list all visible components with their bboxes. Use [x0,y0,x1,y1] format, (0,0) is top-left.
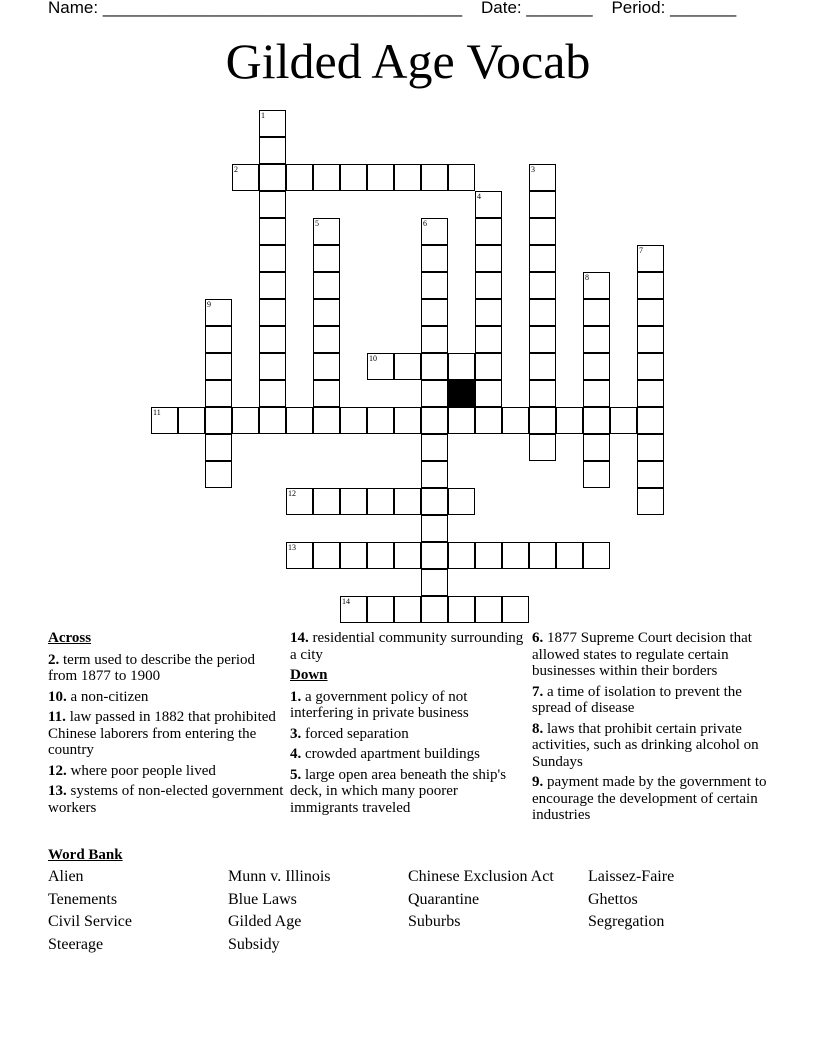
crossword-cell[interactable] [313,380,340,407]
word-bank-heading: Word Bank [48,847,123,863]
clue-down-3: 3. forced separation [290,725,409,742]
crossword-cell[interactable] [313,326,340,353]
word-bank-item: Ghettos [588,890,638,908]
crossword-cell[interactable] [529,434,556,461]
name-label: Name: [48,0,99,17]
crossword-cell[interactable] [205,407,232,434]
date-blank[interactable]: _______ [526,0,593,17]
clue-down-1: 1. a government policy of not interfering in private business [290,688,469,721]
crossword-cell[interactable] [421,542,448,569]
page-title: Gilded Age Vocab [225,33,591,89]
crossword-cell[interactable] [448,407,475,434]
crossword-cell[interactable] [421,515,448,542]
crossword-cell[interactable] [340,164,367,191]
crossword-cell[interactable] [313,542,340,569]
crossword-cell[interactable] [475,272,502,299]
crossword-cell[interactable] [259,164,286,191]
crossword-cell[interactable] [610,407,637,434]
crossword-cell[interactable] [367,488,394,515]
crossword-cell[interactable] [421,245,448,272]
clues-column-3 [532,630,768,828]
crossword-cell[interactable] [475,218,502,245]
crossword-cell[interactable] [286,407,313,434]
crossword-cell[interactable] [205,353,232,380]
crossword-cell[interactable] [394,353,421,380]
crossword-cell[interactable] [583,380,610,407]
crossword-cell[interactable] [259,353,286,380]
crossword-cell[interactable] [529,299,556,326]
clue-number-label: 4 [477,192,481,201]
crossword-cell[interactable] [394,164,421,191]
crossword-cell[interactable] [475,380,502,407]
clue-down-9: 9. payment made by the government to encourage the development of certain industries [532,774,767,823]
crossword-cell[interactable] [475,596,502,623]
crossword-cell[interactable] [340,488,367,515]
crossword-cell[interactable] [259,407,286,434]
word-bank-item: Quarantine [408,890,480,908]
crossword-cell[interactable] [421,434,448,461]
word-bank-item: Civil Service [48,913,132,930]
crossword-cell[interactable] [448,488,475,515]
crossword-cell[interactable] [475,299,502,326]
crossword-cell[interactable] [637,272,664,299]
crossword-cell[interactable] [205,434,232,461]
crossword-cell[interactable] [421,272,448,299]
crossword-cell[interactable] [421,596,448,623]
crossword-cell[interactable] [583,299,610,326]
crossword-cell[interactable] [556,407,583,434]
period-blank[interactable]: _______ [670,0,737,17]
crossword-cell[interactable] [583,407,610,434]
word-bank-item: Gilded Age [228,913,302,930]
crossword-cell[interactable] [637,434,664,461]
word-bank-item: Steerage [48,935,104,953]
crossword-cell[interactable] [259,380,286,407]
crossword-cell[interactable] [394,596,421,623]
date-label: Date: [481,0,522,17]
crossword-cell[interactable] [637,407,664,434]
crossword-cell[interactable] [367,596,394,623]
crossword-cell[interactable] [556,542,583,569]
clue-across-10: 10. a non-citizen [48,688,149,705]
clue-down-7: 7. a time of isolation to prevent the spread of disease [532,683,742,716]
crossword-cell[interactable] [529,272,556,299]
crossword-cell[interactable] [502,596,529,623]
crossword-cell[interactable] [259,299,286,326]
crossword-cell[interactable] [421,461,448,488]
crossword-cell[interactable] [448,596,475,623]
crossword-cell[interactable] [421,299,448,326]
crossword-cell[interactable] [502,407,529,434]
crossword-cell[interactable] [637,326,664,353]
crossword-cell[interactable] [205,326,232,353]
word-bank-item: Suburbs [408,913,461,930]
crossword-cell[interactable] [529,380,556,407]
crossword-cell[interactable] [583,434,610,461]
crossword-cell[interactable] [313,299,340,326]
crossword-cell[interactable] [313,353,340,380]
crossword-cell[interactable] [313,272,340,299]
down-heading: Down [290,667,328,683]
word-bank-item: Chinese Exclusion Act [408,868,554,885]
crossword-cell[interactable] [394,407,421,434]
crossword-cell[interactable] [313,488,340,515]
crossword-cell[interactable] [529,245,556,272]
clues-column-2 [290,630,526,820]
clue-down-5: 5. large open area beneath the ship's deck, in which many poorer immigrants traveled [290,766,507,816]
crossword-cell[interactable] [205,380,232,407]
crossword-cell[interactable] [367,407,394,434]
crossword-cell[interactable] [313,164,340,191]
clue-number-label: 11 [153,408,161,417]
crossword-cell[interactable] [421,488,448,515]
crossword-cell[interactable] [448,542,475,569]
crossword-cell[interactable] [583,326,610,353]
crossword-cell[interactable] [502,542,529,569]
crossword-cell[interactable] [259,326,286,353]
crossword-cell[interactable] [367,164,394,191]
crossword-cell[interactable] [637,380,664,407]
clue-across-13: 13. systems of non-elected government workers [48,783,284,816]
crossword-cell[interactable] [583,461,610,488]
crossword-cell[interactable] [259,245,286,272]
clue-number-label: 8 [585,273,589,282]
crossword-cell[interactable] [313,407,340,434]
clue-down-6: 6. 1877 Supreme Court decision that allowed states to regulate certain businesses within their borders [532,630,752,679]
crossword-cell[interactable] [475,542,502,569]
crossword-cell[interactable] [475,407,502,434]
crossword-cell[interactable] [259,137,286,164]
crossword-cell[interactable] [394,542,421,569]
clue-across-14: 14. residential community surrounding a city [290,630,524,663]
crossword-cell[interactable] [475,353,502,380]
crossword-cell[interactable] [421,407,448,434]
name-blank[interactable]: ______________________________________ [102,0,463,17]
clue-number-label: 3 [531,165,535,174]
word-bank-item: Alien [48,868,84,885]
crossword-cell[interactable] [529,407,556,434]
crossword-cell[interactable] [178,407,205,434]
crossword-cell[interactable] [421,380,448,407]
clue-number-label: 2 [234,165,238,174]
word-bank-item: Subsidy [228,935,280,953]
crossword-black-cell [448,380,475,407]
clue-across-11: 11. law passed in 1882 that prohibited Chinese laborers from entering the country [48,709,276,758]
crossword-cell[interactable] [529,218,556,245]
clue-down-8: 8. laws that prohibit certain private activities, such as drinking alcohol on Sundays [532,720,759,770]
clue-number-label: 10 [369,354,377,363]
clue-number-label: 7 [639,246,643,255]
word-bank-item: Blue Laws [228,890,297,908]
crossword-cell[interactable] [259,272,286,299]
crossword-cell[interactable] [583,542,610,569]
crossword-cell[interactable] [259,191,286,218]
crossword-cell[interactable] [421,569,448,596]
crossword-cell[interactable] [448,353,475,380]
crossword-cell[interactable] [637,461,664,488]
clue-number-label: 12 [288,489,296,498]
clues-column-1 [48,630,286,820]
clue-number-label: 9 [207,300,211,309]
clue-down-4: 4. crowded apartment buildings [290,746,480,762]
clue-across-12: 12. where poor people lived [48,762,216,779]
crossword-cell[interactable] [421,353,448,380]
crossword-cell[interactable] [637,488,664,515]
across-heading: Across [48,630,92,646]
crossword-cell[interactable] [394,488,421,515]
clue-number-label: 5 [315,219,319,228]
crossword-cell[interactable] [529,326,556,353]
word-bank-item: Segregation [588,913,665,930]
crossword-cell[interactable] [286,164,313,191]
word-bank-item: Munn v. Illinois [228,868,331,885]
crossword-cell[interactable] [205,461,232,488]
clue-number-label: 6 [423,219,427,228]
crossword-cell[interactable] [367,542,394,569]
crossword-cell[interactable] [475,326,502,353]
crossword-cell[interactable] [475,245,502,272]
crossword-cell[interactable] [232,407,259,434]
crossword-cell[interactable] [529,191,556,218]
crossword-cell[interactable] [421,164,448,191]
clue-across-2: 2. term used to describe the period from 1877 to 1900 [48,651,256,684]
clue-number-label: 14 [342,597,350,606]
crossword-cell[interactable] [583,353,610,380]
period-label: Period: [611,0,666,17]
word-bank-item: Tenements [48,890,118,908]
crossword-cell[interactable] [529,542,556,569]
crossword-cell[interactable] [340,542,367,569]
crossword-cell[interactable] [313,245,340,272]
crossword-cell[interactable] [340,407,367,434]
crossword-cell[interactable] [529,353,556,380]
clue-number-label: 13 [288,543,296,552]
word-bank-item: Laissez-Faire [588,868,675,885]
crossword-cell[interactable] [637,299,664,326]
crossword-cell[interactable] [637,353,664,380]
crossword-cell[interactable] [259,218,286,245]
clue-number-label: 1 [261,111,265,120]
crossword-cell[interactable] [448,164,475,191]
crossword-cell[interactable] [421,326,448,353]
